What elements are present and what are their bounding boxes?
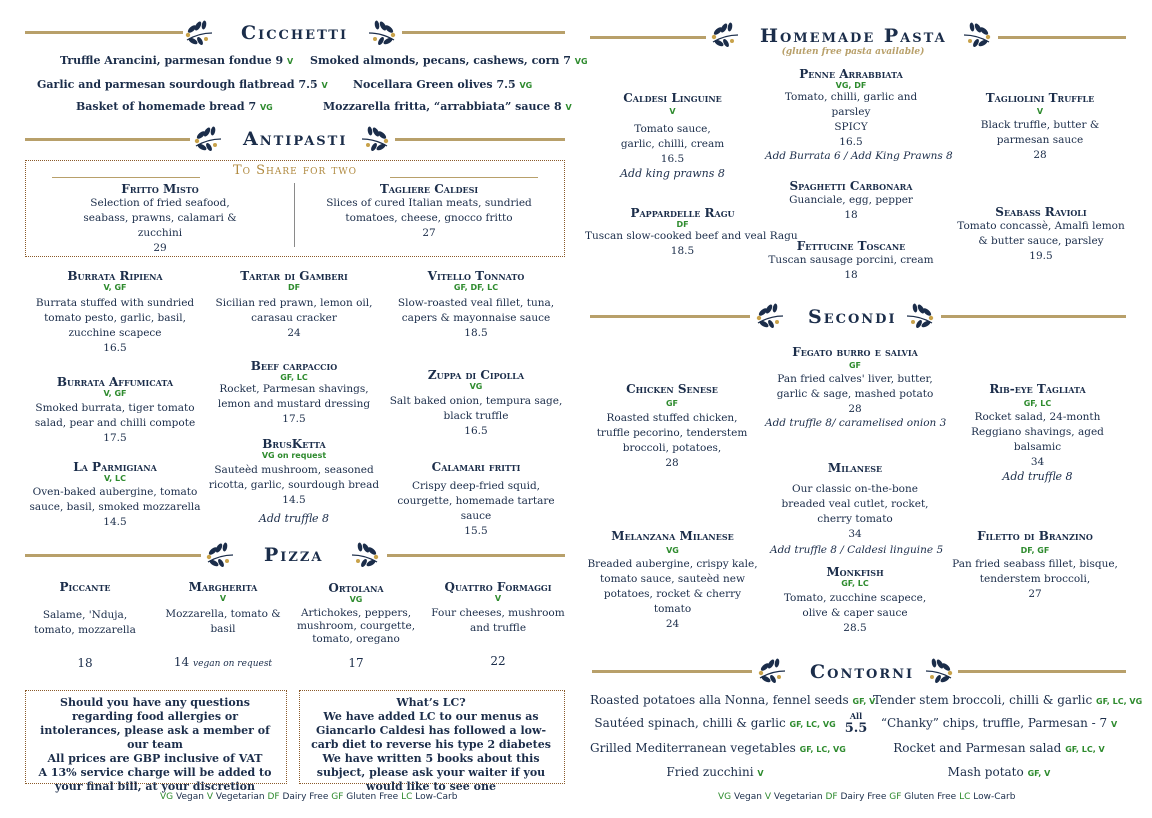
sprig-icon [205,542,235,568]
contorni-item: Fried zucchini V [666,765,764,779]
antipasti-dish: Vitello Tonnato GF, DF, LC Slow-roasted veal fillet, tuna, capers & mayonnaise sauce 18.5 [397,269,555,339]
antipasti-dish: Burrata Affumicata V, GF Smoked burrata, tiger tomato salad, pear and chilli compote 17.5 [34,375,196,444]
cicchetti-item: Smoked almonds, pecans, cashews, corn 7 VG [310,54,588,67]
antipasti-dish: La Parmigiana V, LC Oven-baked aubergine, tomato sauce, basil, smoked mozzarella 14.5 [29,460,201,528]
contorni-item: Roasted potatoes alla Nonna, fennel seeds GF, V [590,693,876,707]
section-title-pizza: Pizza [264,544,324,566]
section-title-secondi: Secondi [808,306,897,328]
contorni-item: Grilled Mediterranean vegetables GF, LC, VG [590,741,846,755]
sprig-icon [350,542,380,568]
contorni-item: Rocket and Parmesan salad GF, LC, V [893,741,1105,755]
pasta-dish: Caldesi Linguine V Tomato sauce, garlic, chilli, cream 16.5 Add king prawns 8 [620,91,725,180]
share-dish: Tagliere Caldesi Slices of cured Italian meats, sundried tomatoes, cheese, gnocco fritto 27 [326,182,532,239]
pasta-dish: Spaghetti Carbonara Guanciale, egg, pepper 18 [789,179,913,221]
pizza-item: Margherita V Mozzarella, tomato & basil 14 vegan on request [165,580,281,669]
antipasti-dish: Beef carpaccio GF, LC Rocket, Parmesan shavings, lemon and mustard dressing 17.5 [217,359,371,425]
contorni-item: Tender stem broccoli, chilli & garlic GF, LC, VG [873,693,1143,707]
antipasti-dish: BrusKetta VG on request Sauteèd mushroom, seasoned ricotta, garlic, sourdough bread 14.5 Add truffle 8 [208,437,380,525]
cicchetti-item: Basket of homemade bread 7 VG [76,100,273,113]
section-title-pasta: Homemade Pasta [760,25,947,47]
pizza-item: Quattro Formaggi V Four cheeses, mushroom and truffle 22 [431,580,565,668]
share-dish: Fritto Misto Selection of fried seafood, seabass, prawns, calamari & zucchini 29 [83,182,237,254]
sprig-icon [905,303,935,329]
contorni-all-price: All 5.5 [844,711,868,736]
secondi-dish: Filetto di Branzino DF, GF Pan fried seabass fillet, bisque, tenderstem broccoli, 27 [952,529,1118,600]
section-title-antipasti: Antipasti [243,128,348,150]
antipasti-dish: Calamari fritti Crispy deep-fried squid, courgette, homemade tartare sauce 15.5 [397,460,555,537]
contorni-item: Sautéed spinach, chilli & garlic GF, LC, VG [594,716,836,730]
lc-info-text: What’s LC? We have added LC to our menus as Giancarlo Caldesi has followed a low-carb diet to reverse his type 2 diabetes We have written 5 books about this subject, please ask your waiter if you would like to see one [311,696,551,793]
pasta-dish: Seabass Ravioli Tomato concassè, Amalfi lemon & butter sauce, parsley 19.5 [957,205,1125,262]
sprig-icon [184,20,214,46]
contorni-item: Mash potato GF, V [947,765,1051,779]
sprig-icon [367,20,397,46]
pasta-dish: Tagliolini Truffle V Black truffle, butter & parmesan sauce 28 [980,91,1100,161]
secondi-dish: Milanese Our classic on-the-bone breaded veal cutlet, rocket, cherry tomato 34 Add truffle 8 / Caldesi linguine 5 [770,461,944,556]
secondi-dish: Monkfish GF, LC Tomato, zucchine scapece, olive & caper sauce 28.5 [783,565,927,634]
section-title-contorni: Contorni [810,661,915,683]
dietary-legend: VG Vegan V Vegetarian DF Dairy Free GF Gluten Free LC Low-Carb [718,792,1016,802]
antipasti-dish: Tartar di Gamberi DF Sicilian red prawn, lemon oil, carasau cracker 24 [215,269,373,339]
pasta-subtitle: (gluten free pasta available) [781,47,925,57]
pasta-dish: Pappardelle Ragu DF Tuscan slow-cooked beef and veal Ragu 18.5 [585,206,798,257]
dietary-legend: VG Vegan V Vegetarian DF Dairy Free GF Gluten Free LC Low-Carb [160,792,458,802]
cicchetti-item: Mozzarella fritta, “arrabbiata” sauce 8 V [323,100,572,113]
pasta-dish: Fettucine Toscane Tuscan sausage porcini, cream 18 [768,239,934,281]
cicchetti-item: Garlic and parmesan sourdough flatbread 7.5 V [37,78,328,91]
pizza-item: Ortolana VG Artichokes, peppers, mushroom, courgette, tomato, oregano 17 [296,581,416,670]
sprig-icon [924,658,954,684]
secondi-dish: Melanzana Milanese VG Breaded aubergine, crispy kale, tomato sauce, sauteèd new potatoes, rocket & cherry tomato 24 [587,529,758,630]
sprig-icon [193,126,223,152]
secondi-dish: Chicken Senese GF Roasted stuffed chicken, truffle pecorino, tenderstem broccoli, potatoes, 28 [596,382,748,469]
secondi-dish: Rib-eye Tagliata GF, LC Rocket salad, 24-month Reggiano shavings, aged balsamic 34 Add truffle 8 [971,382,1104,483]
sprig-icon [360,126,390,152]
cicchetti-item: Truffle Arancini, parmesan fondue 9 V [60,54,294,67]
pasta-dish: Penne Arrabbiata VG, DF Tomato, chilli, garlic and parsley SPICY 16.5 Add Burrata 6 / Add King Prawns 8 [765,67,953,162]
antipasti-dish: Zuppa di Cipolla VG Salt baked onion, tempura sage, black truffle 16.5 [389,368,563,437]
section-title-cicchetti: Cicchetti [241,22,349,44]
sprig-icon [755,303,785,329]
cicchetti-item: Nocellara Green olives 7.5 VG [353,78,533,91]
share-title: To Share for two [200,163,390,178]
sprig-icon [962,22,992,48]
contorni-item: “Chanky” chips, truffle, Parmesan - 7 V [880,716,1118,730]
allergy-info-text: Should you have any questions regarding food allergies or intolerances, please ask a member of our team All prices are GBP inclusive of VAT A 13% service charge will be added to your final bill, at your discretion [38,696,272,793]
sprig-icon [710,22,740,48]
antipasti-dish: Burrata Ripiena V, GF Burrata stuffed with sundried tomato pesto, garlic, basil, zucchine scapece 16.5 [35,269,195,354]
pizza-item: Piccante Salame, 'Nduja, tomato, mozzarella 18 [34,580,136,670]
sprig-icon [757,658,787,684]
secondi-dish: Fegato burro e salvia GF Pan fried calves' liver, butter, garlic & sage, mashed potato 28 Add truffle 8/ caramelised onion 3 [765,345,947,429]
